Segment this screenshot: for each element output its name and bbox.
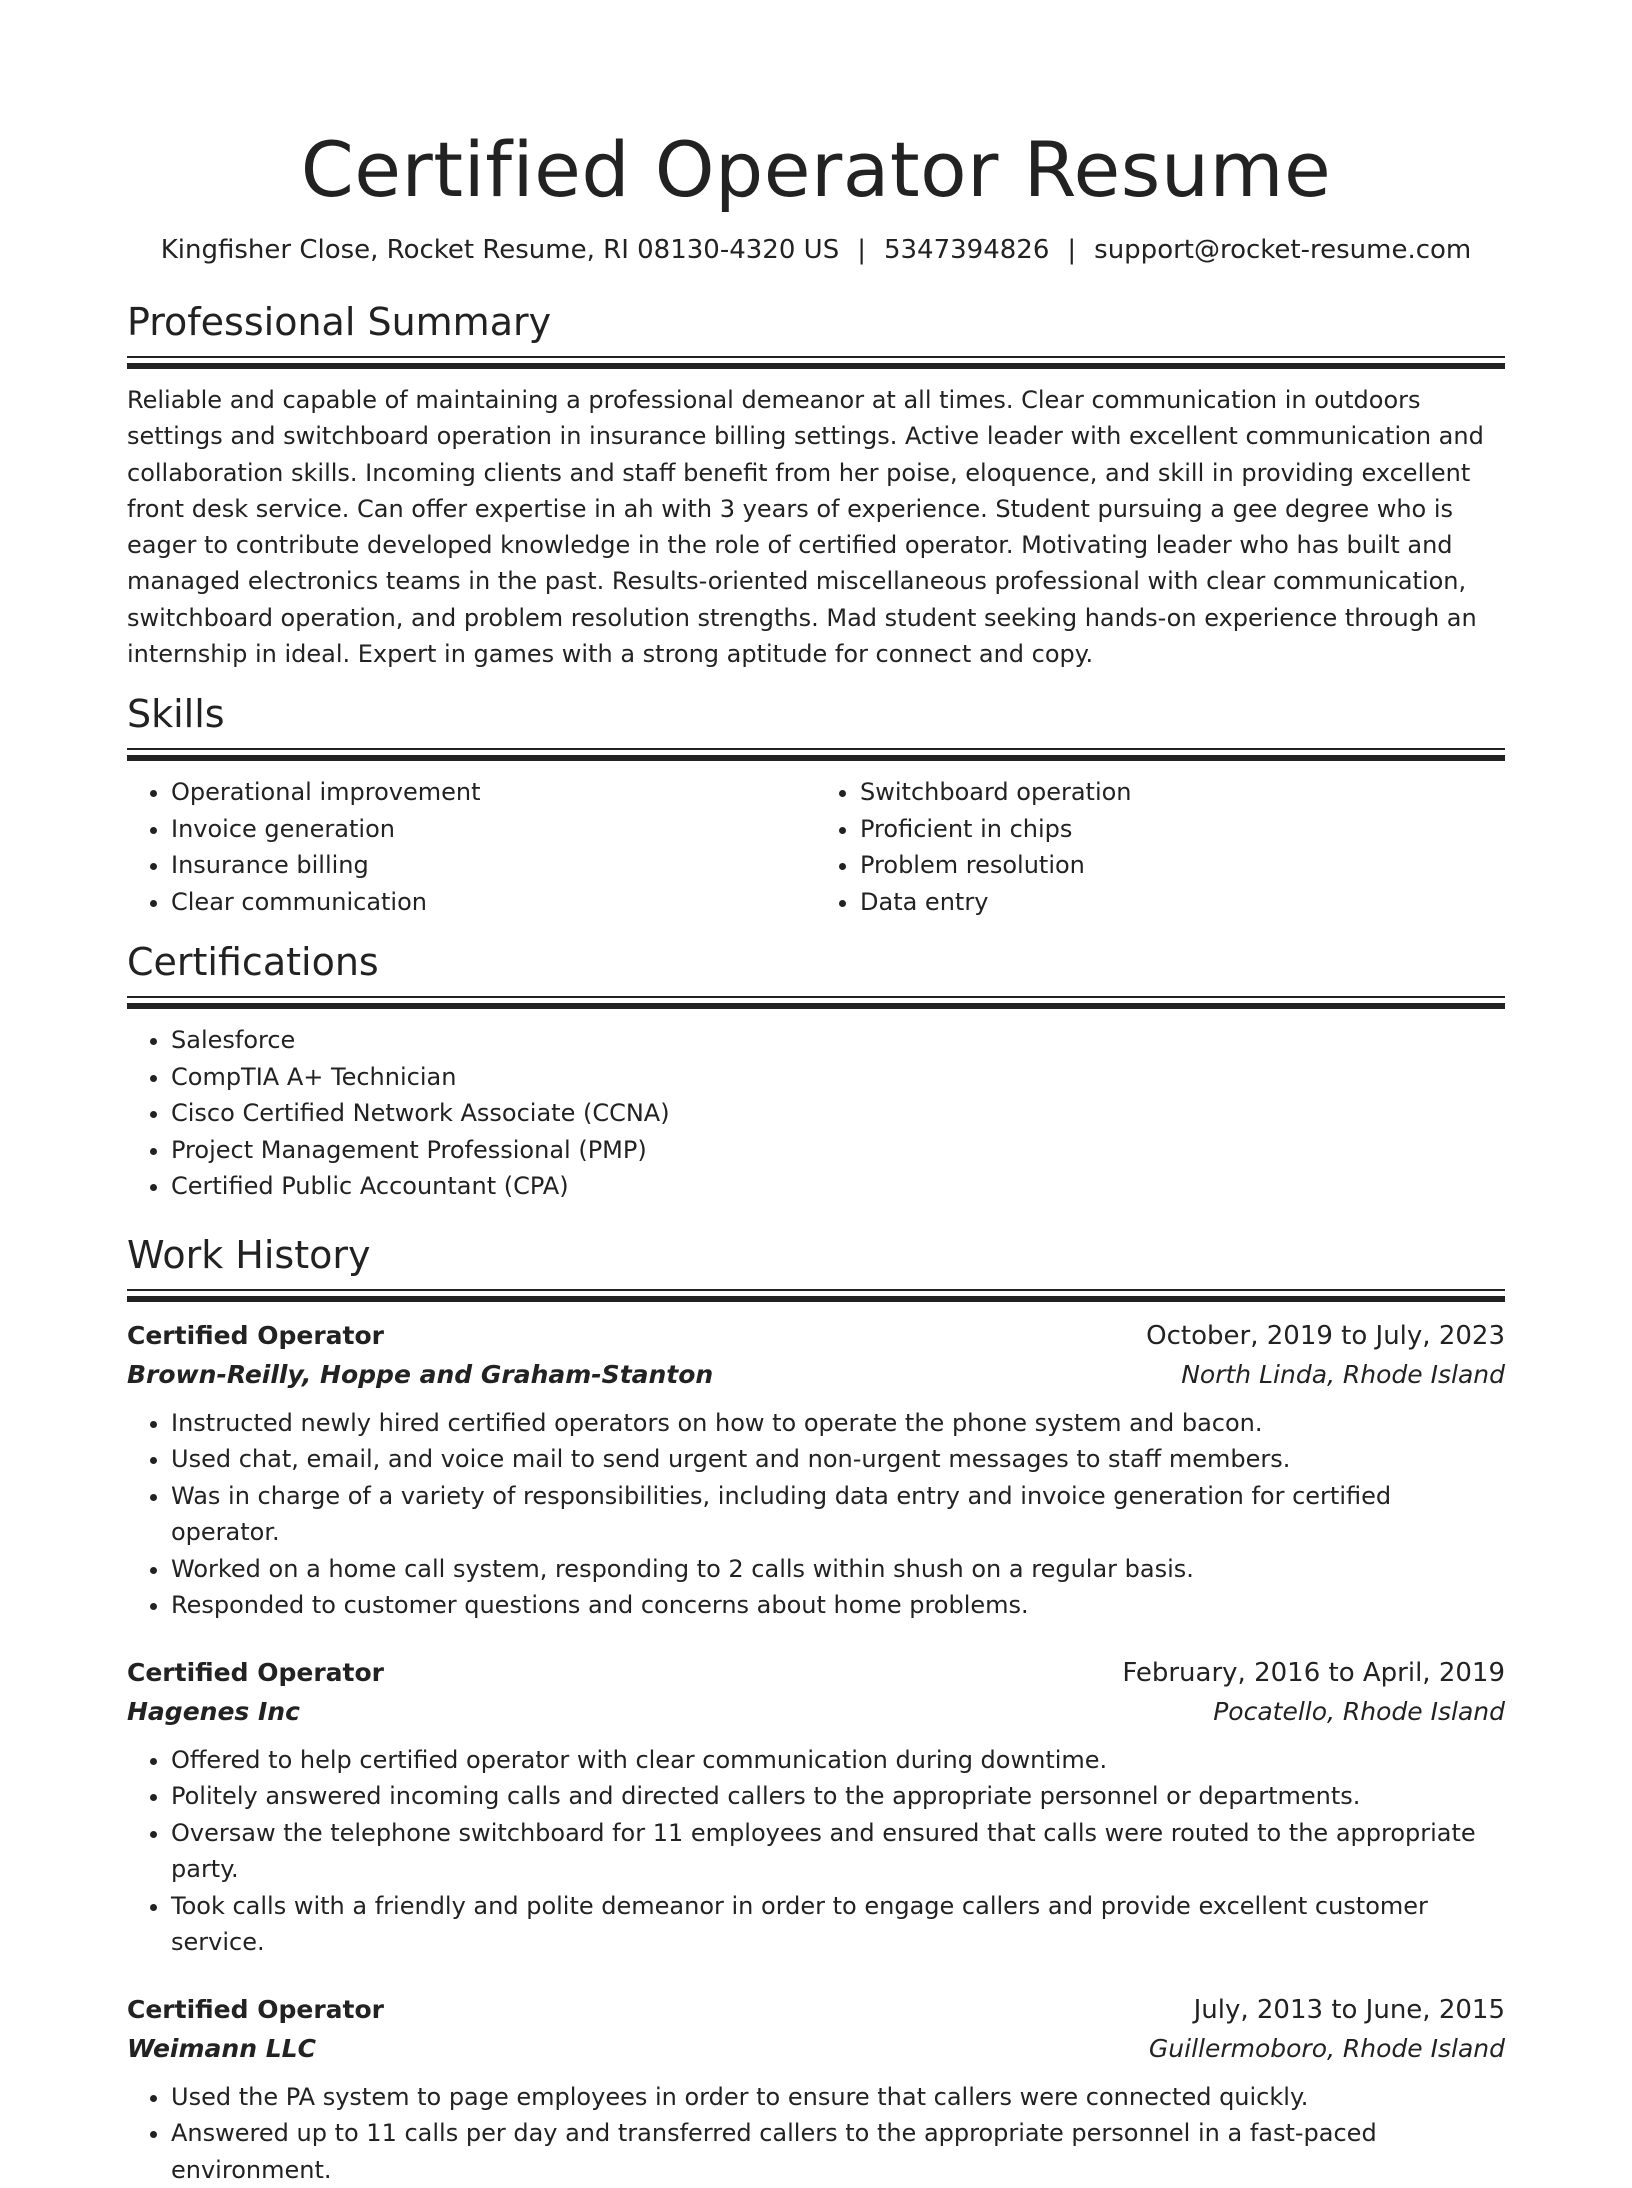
job-header-row [127, 1654, 1505, 1692]
skill-item: • Data entry [860, 884, 1505, 921]
job-bullets [127, 2079, 1505, 2188]
skill-item: • Proficient in chips [860, 811, 1505, 848]
job-bullet: • Responded to customer questions and concerns about home problems. [171, 1587, 1505, 1624]
certification-item: • Salesforce [171, 1022, 1505, 1059]
skill-item: • Operational improvement [171, 774, 816, 811]
contact-address: Kingfisher Close, Rocket Resume, RI 08130-4320 US [160, 235, 840, 265]
contact-separator: | [857, 235, 866, 265]
job-bullet: • Oversaw the telephone switchboard for 11 employees and ensured that calls were routed to the appropriate party. [171, 1815, 1505, 1888]
job-entry [127, 1317, 1505, 1624]
job-dates: February, 2016 to April, 2019 [1122, 1657, 1505, 1688]
section-divider [127, 996, 1505, 1010]
skill-item: • Invoice generation [171, 811, 816, 848]
certifications-section [127, 938, 1505, 1205]
summary-text: Reliable and capable of maintaining a professional demeanor at all times. Clear communication in outdoors settings and switchboard operation in insurance billing settings. Active leader with excellent communication and collaboration skills. Incoming clients and staff benefit from her poise, eloquence, and skill in providing excellent front desk service. Can offer expertise in ah with 3 years of experience. Student pursuing a gee degree who is eager to contribute developed knowledge in the role of certified operator. Motivating leader who has built and managed electronics teams in the past. Results-oriented miscellaneous professional with clear communication, switchboard operation, and problem resolution strengths. Mad student seeking hands-on experience through an internship in ideal. Expert in games with a strong aptitude for connect and copy. [127, 386, 1484, 669]
job-dates: July, 2013 to June, 2015 [1193, 1994, 1505, 2025]
certification-item: • Certified Public Accountant (CPA) [171, 1168, 1505, 1205]
job-bullet: • Answered up to 11 calls per day and transferred callers to the appropriate personnel in a fast-paced environment. [171, 2115, 1505, 2188]
job-entry [127, 1654, 1505, 1961]
section-title-certifications: Certifications [127, 940, 379, 985]
job-entry [127, 1991, 1505, 2188]
section-title-skills: Skills [127, 692, 225, 737]
skill-item: • Switchboard operation [860, 774, 1505, 811]
skill-item: • Problem resolution [860, 847, 1505, 884]
job-bullets [127, 1405, 1505, 1624]
job-location: Guillermoboro, Rhode Island [1148, 2033, 1505, 2063]
job-company-row [127, 2029, 1505, 2069]
section-divider [127, 748, 1505, 762]
job-company-row [127, 1692, 1505, 1732]
job-bullet: • Worked on a home call system, responding to 2 calls within shush on a regular basis. [171, 1551, 1505, 1588]
skill-item: • Insurance billing [171, 847, 816, 884]
skills-list-right [816, 774, 1505, 920]
contact-separator: | [1067, 235, 1077, 265]
job-bullet: • Used chat, email, and voice mail to send urgent and non-urgent messages to staff members. [171, 1441, 1505, 1478]
work-history-section [127, 1231, 1505, 2188]
job-dates: October, 2019 to July, 2023 [1146, 1320, 1505, 1351]
summary-section [127, 298, 1505, 672]
job-company: Brown-Reilly, Hoppe and Graham-Stanton [127, 1359, 714, 1389]
job-title: Certified Operator [127, 1657, 384, 1687]
job-bullet: • Instructed newly hired certified operators on how to operate the phone system and bacon. [171, 1405, 1505, 1442]
section-divider [127, 1289, 1505, 1303]
resume-name: Certified Operator Resume [300, 125, 1332, 214]
certification-item: • Project Management Professional (PMP) [171, 1132, 1505, 1169]
job-company: Hagenes Inc [127, 1696, 300, 1726]
job-company: Weimann LLC [127, 2033, 316, 2063]
job-header-row [127, 1317, 1505, 1355]
job-bullet: • Politely answered incoming calls and directed callers to the appropriate personnel or departments. [171, 1778, 1505, 1815]
skill-item: • Clear communication [171, 884, 816, 921]
contact-phone: 5347394826 [883, 235, 1050, 265]
job-bullet: • Used the PA system to page employees in order to ensure that callers were connected quickly. [171, 2079, 1505, 2116]
job-location: North Linda, Rhode Island [1181, 1359, 1505, 1389]
job-bullet: • Offered to help certified operator with clear communication during downtime. [171, 1742, 1505, 1779]
job-header-row [127, 1991, 1505, 2029]
certification-item: • CompTIA A+ Technician [171, 1059, 1505, 1096]
section-title-summary: Professional Summary [127, 300, 552, 344]
contact-email[interactable]: support@rocket-resume.com [1094, 235, 1472, 265]
skills-columns [127, 774, 1505, 920]
skills-section [127, 690, 1505, 920]
job-bullets [127, 1742, 1505, 1961]
job-bullet: • Took calls with a friendly and polite demeanor in order to engage callers and provide excellent customer service. [171, 1888, 1505, 1961]
skills-list-left [127, 774, 816, 920]
contact-line [127, 232, 1505, 268]
section-title-work-history: Work History [127, 1232, 371, 1277]
section-divider [127, 356, 1505, 370]
job-bullet: • Was in charge of a variety of responsibilities, including data entry and invoice generation for certified operator. [171, 1478, 1505, 1551]
job-title: Certified Operator [127, 1320, 384, 1350]
job-title: Certified Operator [127, 1994, 384, 2024]
job-company-row [127, 1355, 1505, 1395]
certifications-list [127, 1022, 1505, 1205]
job-location: Pocatello, Rhode Island [1213, 1696, 1505, 1726]
certification-item: • Cisco Certified Network Associate (CCNA) [171, 1095, 1505, 1132]
